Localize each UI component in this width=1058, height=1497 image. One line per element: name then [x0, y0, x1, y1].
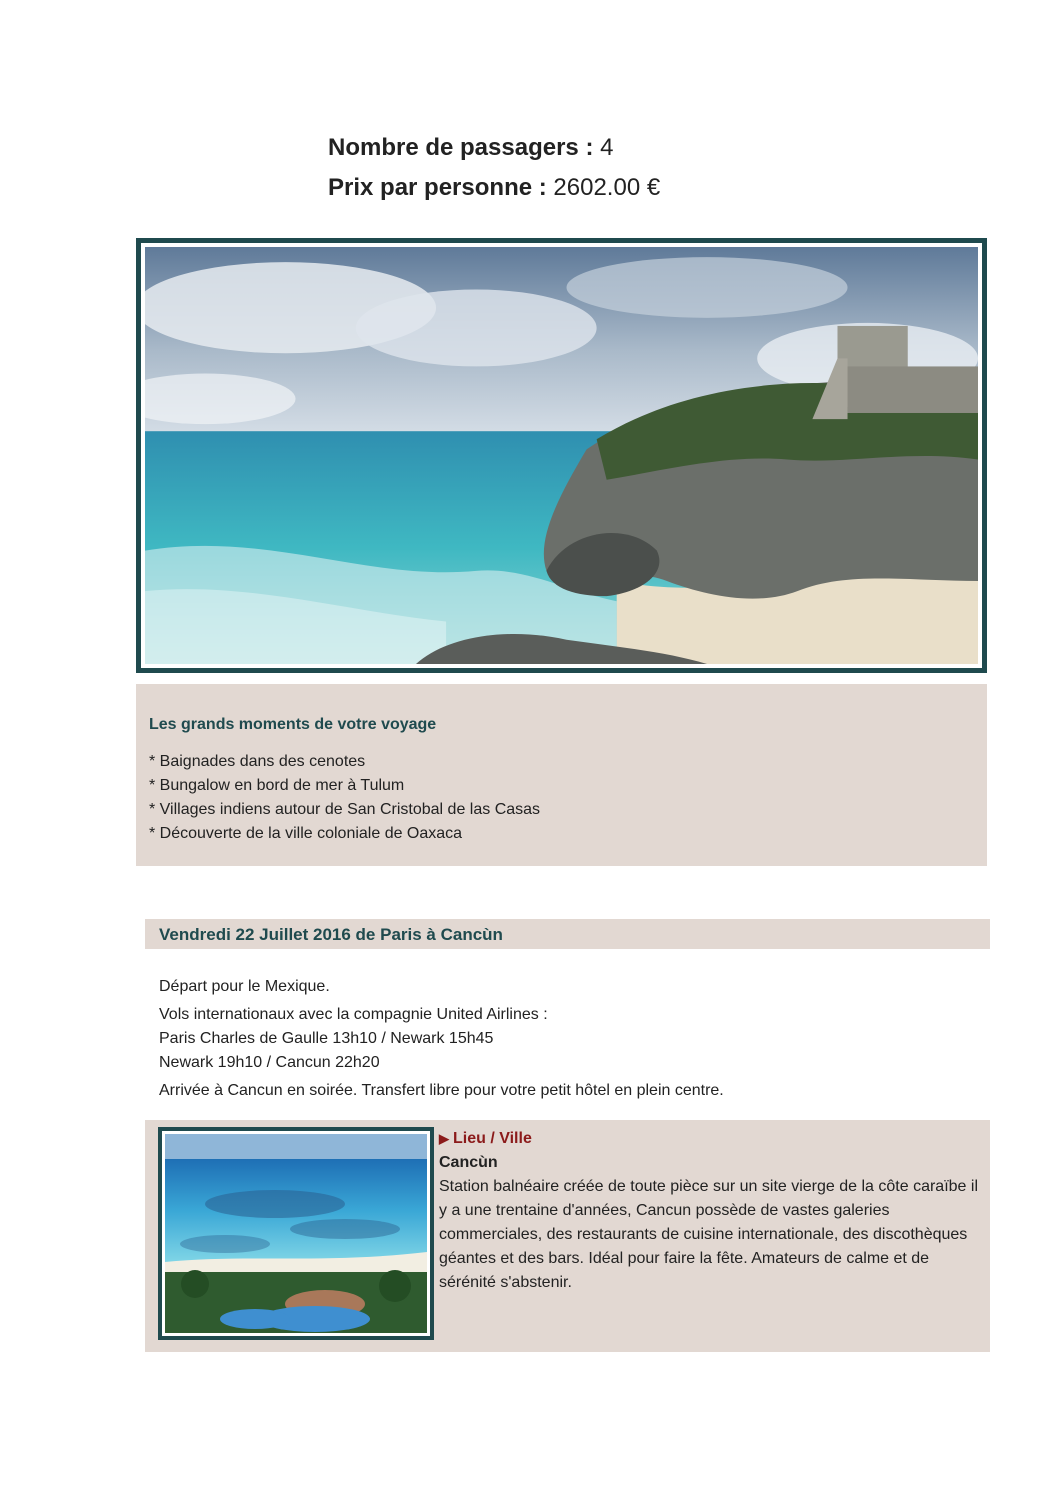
passengers-value: 4	[600, 134, 614, 161]
day-line: Départ pour le Mexique.	[159, 978, 330, 995]
day-description	[159, 975, 979, 1103]
place-info	[439, 1129, 979, 1295]
cancun-aerial-photo	[165, 1134, 427, 1333]
place-category	[439, 1129, 979, 1149]
day-line: Newark 19h10 / Cancun 22h20	[159, 1054, 380, 1071]
passengers-row	[328, 128, 660, 168]
hero-photo-frame	[136, 238, 987, 673]
highlights-title: Les grands moments de votre voyage	[149, 716, 437, 733]
price-value: 2602.00 €	[553, 174, 661, 201]
place-category-label: Lieu / Ville	[453, 1130, 532, 1147]
place-photo-frame	[158, 1127, 434, 1340]
highlight-item: * Bungalow en bord de mer à Tulum	[149, 777, 405, 794]
tulum-coast-photo	[145, 247, 978, 664]
place-name: Cancùn	[439, 1154, 498, 1171]
place-card	[145, 1120, 990, 1352]
day-heading: Vendredi 22 Juillet 2016 de Paris à Cancùn	[145, 919, 990, 949]
highlight-item: * Découverte de la ville coloniale de Oaxaca	[149, 825, 463, 842]
highlight-item: * Baignades dans des cenotes	[149, 753, 366, 770]
day-line: Vols internationaux avec la compagnie United Airlines :	[159, 1006, 548, 1023]
price-label: Prix par personne :	[328, 174, 547, 201]
day-line: Paris Charles de Gaulle 13h10 / Newark 15h45	[159, 1030, 494, 1047]
trip-highlights-panel	[136, 684, 987, 866]
highlight-item: * Villages indiens autour de San Cristobal de las Casas	[149, 801, 541, 818]
place-description: Station balnéaire créée de toute pièce sur un site vierge de la côte caraïbe il y a une trentaine d'années, Cancun possède de vastes galeries commerciales, des restaurants de cuisine internationale, des discothèques géantes et des bars. Idéal pour faire la fête. Amateurs de calme et de sérénité s'abstenir.	[439, 1178, 978, 1291]
day-line: Arrivée à Cancun en soirée. Transfert libre pour votre petit hôtel en plein centre.	[159, 1082, 724, 1099]
price-row	[328, 168, 660, 208]
play-triangle-icon: ▶	[439, 1131, 449, 1146]
passengers-label: Nombre de passagers :	[328, 134, 594, 161]
trip-summary	[328, 128, 660, 208]
highlights-list	[149, 750, 974, 846]
